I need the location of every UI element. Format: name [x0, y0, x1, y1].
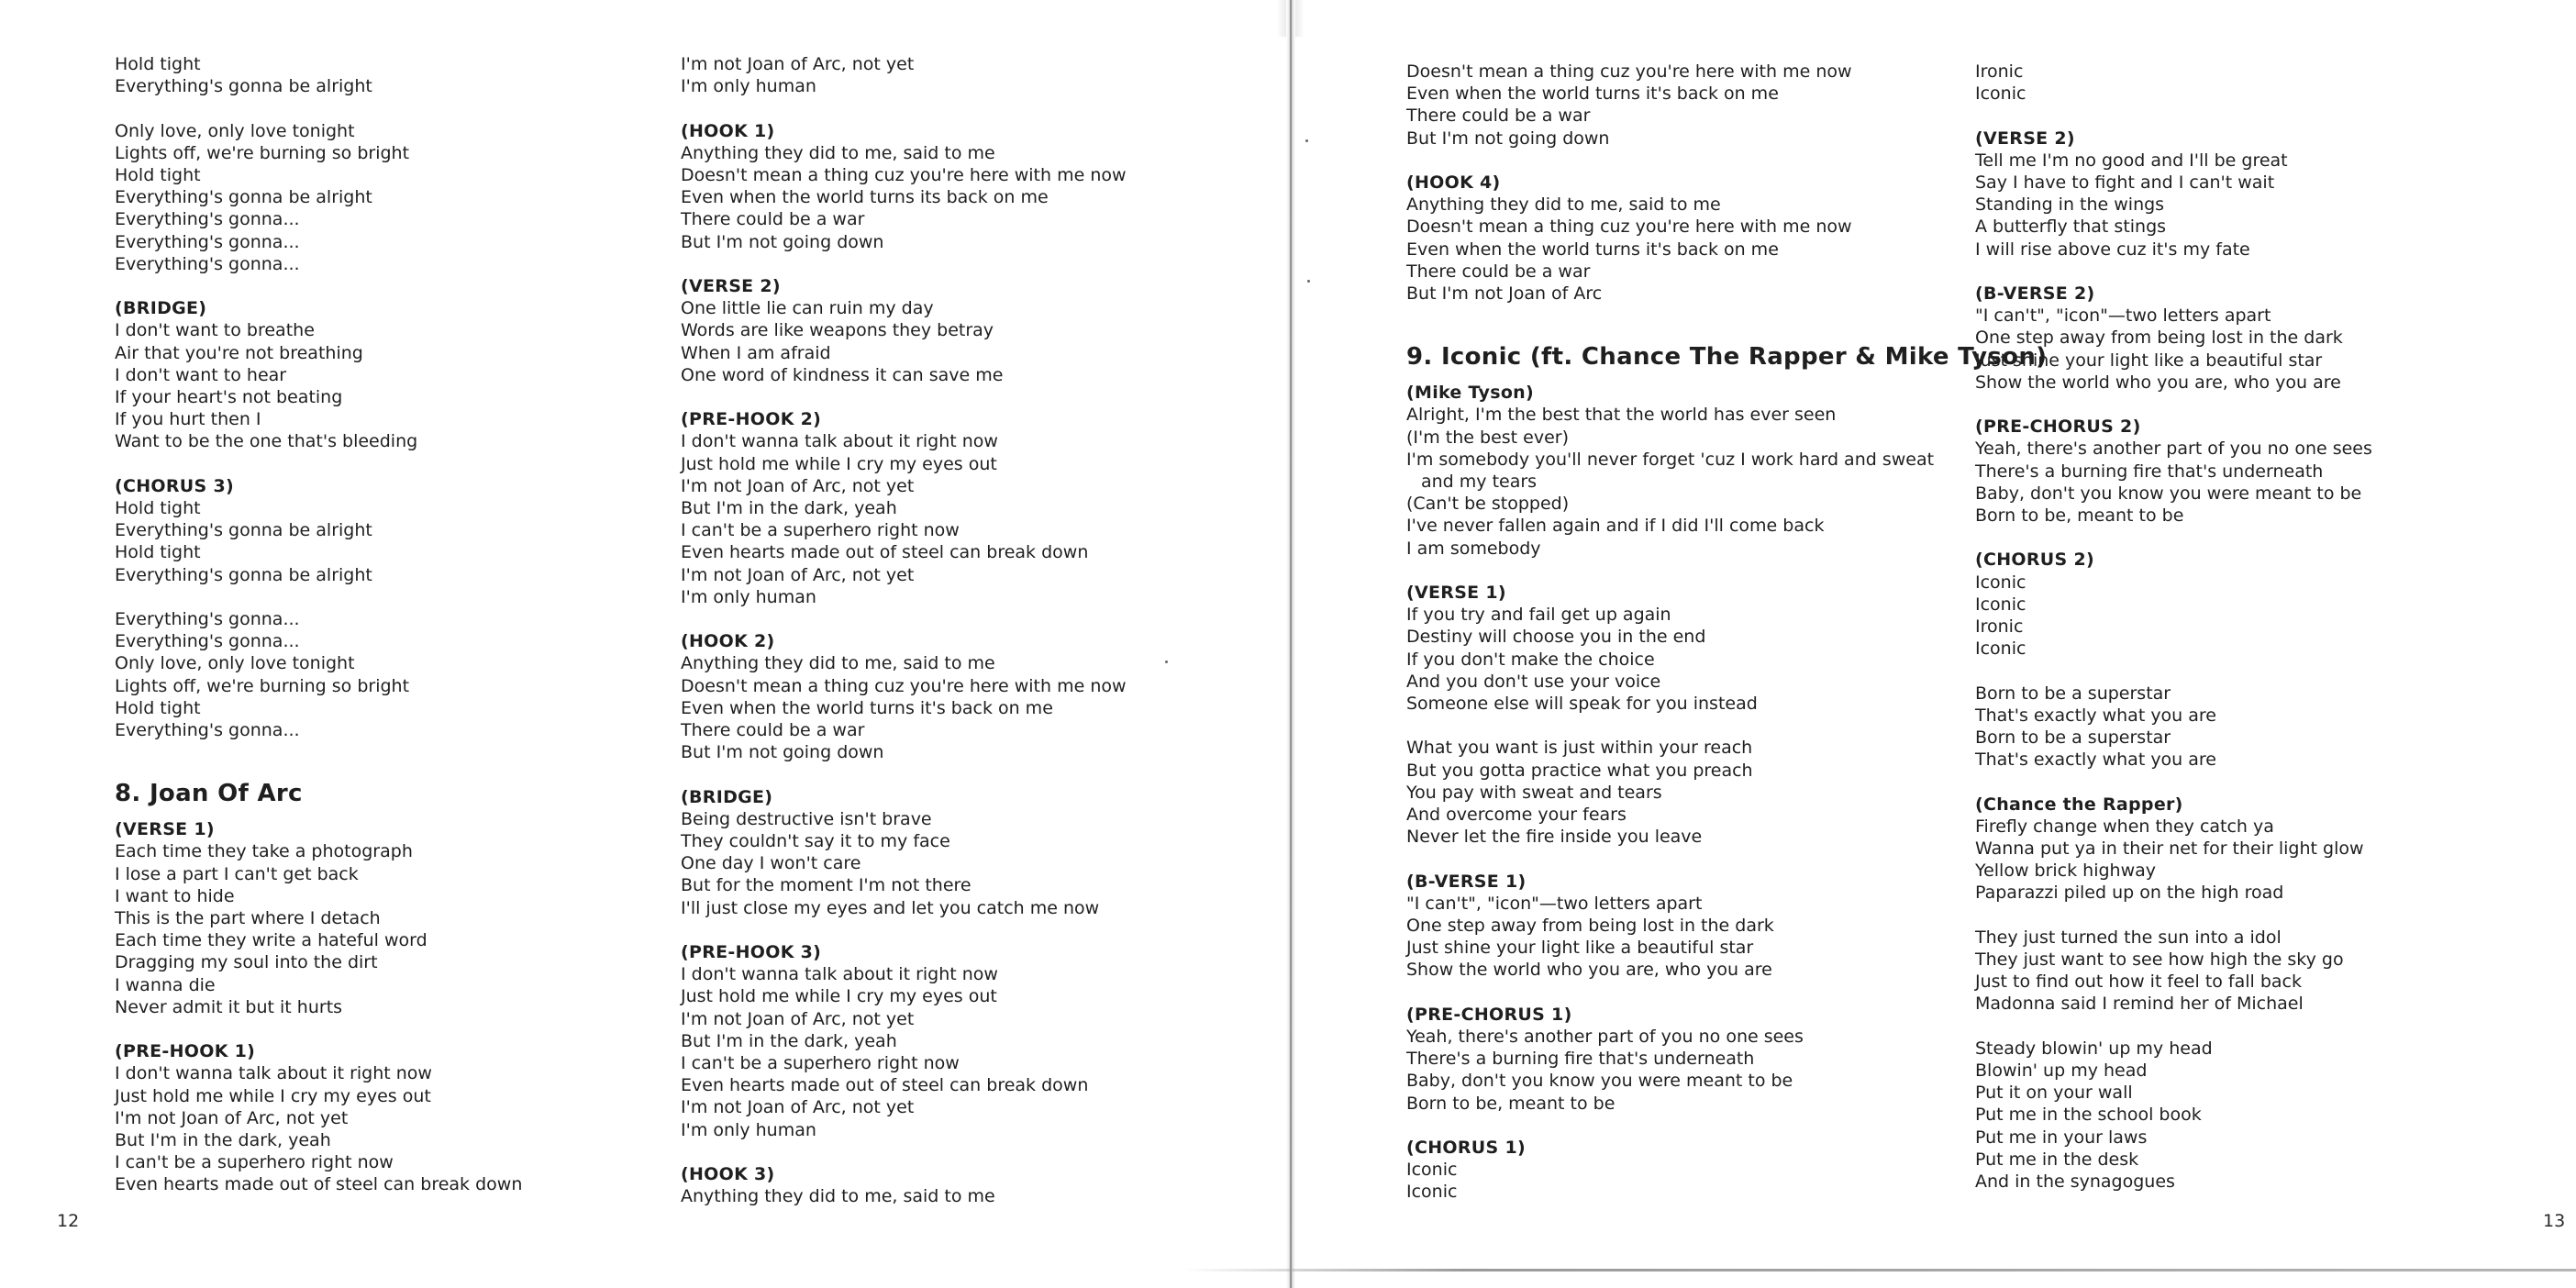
lyrics-stanza [1406, 871, 2047, 982]
lyric-line: I will rise above cuz it's my fate [1975, 239, 2250, 260]
lyric-line: Show the world who you are, who you are [1406, 960, 1772, 981]
lyric-line: Show the world who you are, who you are [1975, 372, 2341, 393]
lyric-line: Just to find out how it feel to fall back [1975, 972, 2303, 993]
print-speck [1305, 139, 1308, 142]
lyric-line: I'm not Joan of Arc, not yet [681, 54, 915, 74]
lyric-line: Anything they did to me, said to me [681, 653, 995, 674]
lyric-line: Even hearts made out of steel can break down [681, 1075, 1089, 1096]
lyric-line: I don't want to breathe [115, 320, 315, 341]
section-header: (HOOK 3) [681, 1164, 775, 1185]
lyric-line: Only love, only love tonight [115, 653, 355, 674]
lyric-line: But for the moment I'm not there [681, 875, 972, 896]
lyric-line: Ironic [1975, 616, 2024, 638]
lyric-line: Even when the world turns it's back on me [1406, 83, 1779, 105]
lyrics-stanza [1975, 128, 2372, 261]
lyric-line: Even hearts made out of steel can break down [115, 1174, 523, 1195]
section-header: (Chance the Rapper) [1975, 794, 2183, 815]
lyric-line: And in the synagogues [1975, 1171, 2175, 1193]
lyric-line: "I can't", "icon"—two letters apart [1975, 305, 2271, 327]
lyric-line: Put it on your wall [1975, 1083, 2133, 1104]
section-header: (HOOK 4) [1406, 172, 1501, 193]
lyric-line: Even hearts made out of steel can break down [681, 542, 1089, 563]
lyric-line: Alright, I'm the best that the world has ever seen [1406, 405, 1837, 426]
lyric-line: There could be a war [681, 209, 865, 230]
lyric-line: Everything's gonna... [115, 253, 300, 274]
lyric-line: I'm only human [681, 1119, 816, 1140]
lyric-line: "I can't", "icon"—two letters apart [1406, 893, 1703, 914]
lyrics-stanza [115, 1040, 522, 1195]
lyric-line: There could be a war [681, 720, 865, 741]
lyric-line: Baby, don't you know you were meant to be [1406, 1071, 1793, 1092]
lyrics-stanza [115, 778, 522, 1018]
section-header: (PRE-CHORUS 1) [1406, 1004, 1572, 1025]
lyric-line: Baby, don't you know you were meant to be [1975, 483, 2362, 504]
lyric-line: But I'm not Joan of Arc [1406, 283, 1603, 305]
lyric-line: Just hold me while I cry my eyes out [115, 1085, 431, 1106]
lyric-line: And you don't use your voice [1406, 671, 1661, 692]
lyrics-stanza [1975, 927, 2372, 1016]
lyrics-stanza [1975, 1038, 2372, 1193]
lyric-line: But I'm in the dark, yeah [681, 498, 897, 519]
lyrics-stanza [115, 53, 522, 97]
lyrics-stanza [1406, 341, 2047, 560]
lyrics-stanza [1975, 683, 2372, 772]
lyric-line: Everything's gonna... [115, 209, 300, 230]
lyrics-stanza [681, 408, 1127, 608]
lyric-line: One little lie can ruin my day [681, 298, 934, 319]
lyric-line: Hold tight [115, 542, 201, 563]
section-header: (VERSE 2) [681, 276, 781, 296]
lyric-line: Air that you're not breathing [115, 342, 363, 363]
lyric-line: That's exactly what you are [1975, 705, 2216, 726]
lyrics-stanza [1406, 1137, 2047, 1204]
lyric-line: One step away from being lost in the dark [1975, 328, 2343, 349]
lyric-line: Doesn't mean a thing cuz you're here with me now [1406, 61, 1852, 82]
page-number-right: 13 [2543, 1211, 2566, 1231]
lyric-line: I'm not Joan of Arc, not yet [681, 475, 915, 496]
lyric-line: I don't want to hear [115, 364, 287, 385]
lyric-line: Doesn't mean a thing cuz you're here with me now [681, 675, 1127, 696]
lyrics-stanza [1406, 1004, 2047, 1115]
lyrics-stanza [681, 786, 1127, 919]
lyrics-stanza [681, 1163, 1127, 1207]
lyric-line: Even when the world turns it's back on me [1406, 239, 1779, 260]
lyric-line: I can't be a superhero right now [681, 1053, 960, 1074]
section-header: (PRE-HOOK 1) [115, 1041, 256, 1062]
lyric-line: Tell me I'm no good and I'll be great [1975, 150, 2288, 171]
lyric-line: Yeah, there's another part of you no one sees [1406, 1027, 1804, 1048]
lyrics-stanza [681, 941, 1127, 1141]
page-bottom-edge [1183, 1269, 2576, 1271]
lyric-line: But I'm in the dark, yeah [115, 1130, 331, 1151]
lyrics-column-3 [1406, 61, 2047, 1226]
song-title [115, 778, 522, 809]
left-page [0, 0, 1287, 1288]
lyric-line: Lights off, we're burning so bright [115, 142, 410, 163]
lyric-line: And overcome your fears [1406, 805, 1627, 826]
lyric-line: Madonna said I remind her of Michael [1975, 994, 2304, 1015]
lyric-line: When I am afraid [681, 342, 831, 363]
lyric-line: Iconic [1975, 594, 2026, 615]
lyric-line: Dragging my soul into the dirt [115, 952, 378, 973]
page-number-left: 12 [57, 1211, 80, 1231]
lyrics-stanza [115, 297, 522, 452]
print-speck [1165, 661, 1168, 663]
lyrics-stanza [1975, 61, 2372, 105]
lyric-line: Born to be a superstar [1975, 683, 2171, 704]
lyric-line: There's a burning fire that's underneath [1975, 461, 2324, 482]
song-title-text: Iconic (ft. Chance The Rapper & Mike Tyson) [1440, 343, 2048, 372]
lyric-line: Iconic [1406, 1160, 1458, 1181]
lyric-line: Put me in your laws [1975, 1127, 2148, 1148]
lyric-line: (Can't be stopped) [1406, 494, 1570, 515]
lyric-line: I don't wanna talk about it right now [115, 1063, 432, 1084]
lyrics-stanza [1406, 172, 2047, 305]
lyric-line: Hold tight [115, 498, 201, 519]
lyrics-stanza [115, 120, 522, 275]
lyric-line: I lose a part I can't get back [115, 863, 359, 884]
lyric-line: What you want is just within your reach [1406, 738, 1753, 759]
lyric-line: Never admit it but it hurts [115, 996, 343, 1017]
lyric-line: There's a burning fire that's underneath [1406, 1049, 1755, 1070]
lyric-line: Blowin' up my head [1975, 1060, 2148, 1082]
lyrics-stanza [1406, 61, 2047, 150]
lyric-line: If you try and fail get up again [1406, 605, 1671, 626]
lyric-line: Ironic [1975, 61, 2024, 82]
lyric-line: Everything's gonna be alright [115, 76, 372, 97]
lyric-line: Born to be, meant to be [1406, 1093, 1616, 1114]
lyric-line: Each time they write a hateful word [115, 930, 427, 951]
lyric-line: Just shine your light like a beautiful star [1406, 938, 1754, 959]
lyric-line: Anything they did to me, said to me [681, 142, 995, 163]
lyric-line: I can't be a superhero right now [681, 520, 960, 541]
section-header: (PRE-CHORUS 2) [1975, 416, 2141, 438]
lyric-line: A butterfly that stings [1975, 217, 2167, 238]
lyric-line: I'm only human [681, 586, 816, 607]
lyric-line: I can't be a superhero right now [115, 1152, 394, 1173]
lyric-line: Iconic [1406, 1182, 1458, 1203]
lyric-line: But I'm not going down [1406, 128, 1610, 149]
lyric-line: One step away from being lost in the dark [1406, 916, 1774, 937]
lyric-line: I'm not Joan of Arc, not yet [115, 1107, 349, 1128]
lyrics-stanza [681, 275, 1127, 386]
section-header: (BRIDGE) [681, 786, 773, 807]
lyrics-column-4 [1975, 61, 2372, 1215]
section-header: (Mike Tyson) [1406, 383, 1534, 404]
lyric-line: and my tears [1421, 472, 1538, 493]
lyric-line: But I'm in the dark, yeah [681, 1030, 897, 1051]
song-title [1406, 341, 2047, 372]
lyric-line: Even when the world turns its back on me [681, 187, 1049, 208]
lyric-line: I've never fallen again and if I did I'll come back [1406, 516, 1825, 537]
lyric-line: I'm not Joan of Arc, not yet [681, 1097, 915, 1118]
lyrics-stanza [1975, 794, 2372, 905]
lyrics-column-1 [115, 53, 522, 1218]
right-page [1289, 0, 2576, 1288]
lyrics-stanza [681, 53, 1127, 97]
song-title-text: Joan Of Arc [149, 780, 303, 808]
lyric-line: Everything's gonna... [115, 720, 300, 741]
lyric-line: I don't wanna talk about it right now [681, 964, 998, 985]
lyric-line: Words are like weapons they betray [681, 320, 994, 341]
print-speck [1307, 280, 1310, 283]
lyric-line: One day I won't care [681, 853, 861, 874]
lyric-line: Everything's gonna be alright [115, 187, 372, 208]
lyric-line: Put me in the desk [1975, 1149, 2139, 1170]
lyric-line: If you hurt then I [115, 409, 261, 430]
lyric-line: If your heart's not beating [115, 387, 343, 408]
lyric-line: I'm only human [681, 76, 816, 97]
lyric-line: Even when the world turns it's back on me [681, 697, 1053, 718]
lyric-line: Never let the fire inside you leave [1406, 827, 1703, 848]
lyric-line: Destiny will choose you in the end [1406, 627, 1706, 648]
lyric-line: I want to hide [115, 885, 235, 906]
lyrics-column-2 [681, 53, 1127, 1230]
lyric-line: That's exactly what you are [1975, 749, 2216, 771]
section-header: (CHORUS 3) [115, 475, 234, 496]
lyrics-stanza [1975, 416, 2372, 527]
lyric-line: Born to be a superstar [1975, 727, 2171, 749]
lyric-line: I don't wanna talk about it right now [681, 431, 998, 452]
lyrics-stanza [1975, 283, 2372, 394]
lyric-line: Just hold me while I cry my eyes out [681, 986, 997, 1007]
section-header: (B-VERSE 2) [1975, 283, 2095, 304]
lyric-line: Iconic [1975, 638, 2026, 660]
section-header: (PRE-HOOK 2) [681, 409, 822, 430]
lyric-line: Doesn't mean a thing cuz you're here with me now [1406, 217, 1852, 238]
lyric-line: Everything's gonna... [115, 631, 300, 652]
lyric-line: If you don't make the choice [1406, 649, 1655, 670]
lyrics-stanza [681, 120, 1127, 253]
section-header: (B-VERSE 1) [1406, 871, 1527, 892]
lyric-line: Only love, only love tonight [115, 120, 355, 141]
lyrics-stanza [115, 475, 522, 586]
section-header: (BRIDGE) [115, 298, 207, 319]
lyric-line: Steady blowin' up my head [1975, 1038, 2213, 1059]
section-header: (VERSE 1) [1406, 583, 1506, 604]
lyric-line: Hold tight [115, 165, 201, 185]
lyric-line: Wanna put ya in their net for their light glow [1975, 838, 2364, 860]
lyric-line: I am somebody [1406, 538, 1541, 559]
section-header: (PRE-HOOK 3) [681, 942, 822, 963]
section-header: (HOOK 1) [681, 120, 775, 141]
lyric-line: Each time they take a photograph [115, 841, 413, 862]
lyric-line: There could be a war [1406, 105, 1591, 127]
lyric-line: Put me in the school book [1975, 1105, 2202, 1126]
song-number: 9. [1406, 343, 1433, 372]
lyric-line: Yeah, there's another part of you no one sees [1975, 439, 2372, 460]
lyric-line: I'm somebody you'll never forget 'cuz I work hard and sweat [1406, 449, 1935, 470]
lyric-line: Paparazzi piled up on the high road [1975, 883, 2284, 904]
lyric-line: This is the part where I detach [115, 908, 381, 929]
lyric-line: Just shine your light like a beautiful star [1975, 350, 2323, 371]
lyric-line: Anything they did to me, said to me [1406, 194, 1721, 216]
lyric-line: Want to be the one that's bleeding [115, 431, 418, 452]
section-header: (VERSE 2) [1975, 128, 2075, 149]
lyric-line: But I'm not going down [681, 231, 884, 252]
section-header: (VERSE 1) [115, 819, 215, 840]
lyric-line: You pay with sweat and tears [1406, 782, 1662, 803]
lyric-line: Say I have to fight and I can't wait [1975, 172, 2275, 193]
lyric-line: Being destructive isn't brave [681, 808, 932, 829]
lyric-line: Doesn't mean a thing cuz you're here with me now [681, 165, 1127, 185]
lyric-line: They couldn't say it to my face [681, 831, 950, 852]
lyric-line: Everything's gonna... [115, 231, 300, 252]
lyric-line: One word of kindness it can save me [681, 364, 1004, 385]
lyric-line: Standing in the wings [1975, 194, 2165, 216]
lyric-line: Firefly change when they catch ya [1975, 816, 2274, 837]
lyrics-stanza [1406, 582, 2047, 715]
section-header: (CHORUS 1) [1406, 1138, 1526, 1159]
lyrics-stanza [115, 608, 522, 741]
lyric-line: Everything's gonna be alright [115, 564, 372, 585]
lyric-line: (I'm the best ever) [1406, 427, 1569, 448]
section-header: (HOOK 2) [681, 631, 775, 652]
lyric-line: Iconic [1975, 572, 2026, 593]
lyric-line: Yellow brick highway [1975, 861, 2157, 882]
lyric-line: Hold tight [115, 697, 201, 718]
lyric-line: But I'm not going down [681, 742, 884, 763]
lyric-line: Lights off, we're burning so bright [115, 675, 410, 696]
lyric-line: Hold tight [115, 54, 201, 74]
lyric-line: But you gotta practice what you preach [1406, 760, 1753, 781]
section-header: (CHORUS 2) [1975, 550, 2094, 571]
lyric-line: Everything's gonna be alright [115, 520, 372, 541]
lyric-line: I'll just close my eyes and let you catch me now [681, 897, 1100, 918]
lyric-line: Someone else will speak for you instead [1406, 694, 1758, 715]
lyric-line: Iconic [1975, 83, 2026, 105]
lyric-line: They just want to see how high the sky go [1975, 949, 2344, 971]
lyric-line: I wanna die [115, 974, 216, 995]
lyric-line: Just hold me while I cry my eyes out [681, 453, 997, 474]
lyric-line: There could be a war [1406, 261, 1591, 282]
lyric-line: They just turned the sun into a idol [1975, 927, 2282, 948]
lyric-line: I'm not Joan of Arc, not yet [681, 1008, 915, 1029]
lyric-line: Anything they did to me, said to me [681, 1186, 995, 1207]
lyric-line: Born to be, meant to be [1975, 505, 2184, 527]
lyrics-stanza [681, 630, 1127, 763]
song-number: 8. [115, 780, 141, 808]
lyric-line: Everything's gonna... [115, 609, 300, 630]
lyrics-stanza [1975, 549, 2372, 660]
lyric-line: I'm not Joan of Arc, not yet [681, 564, 915, 585]
lyrics-stanza [1406, 737, 2047, 848]
